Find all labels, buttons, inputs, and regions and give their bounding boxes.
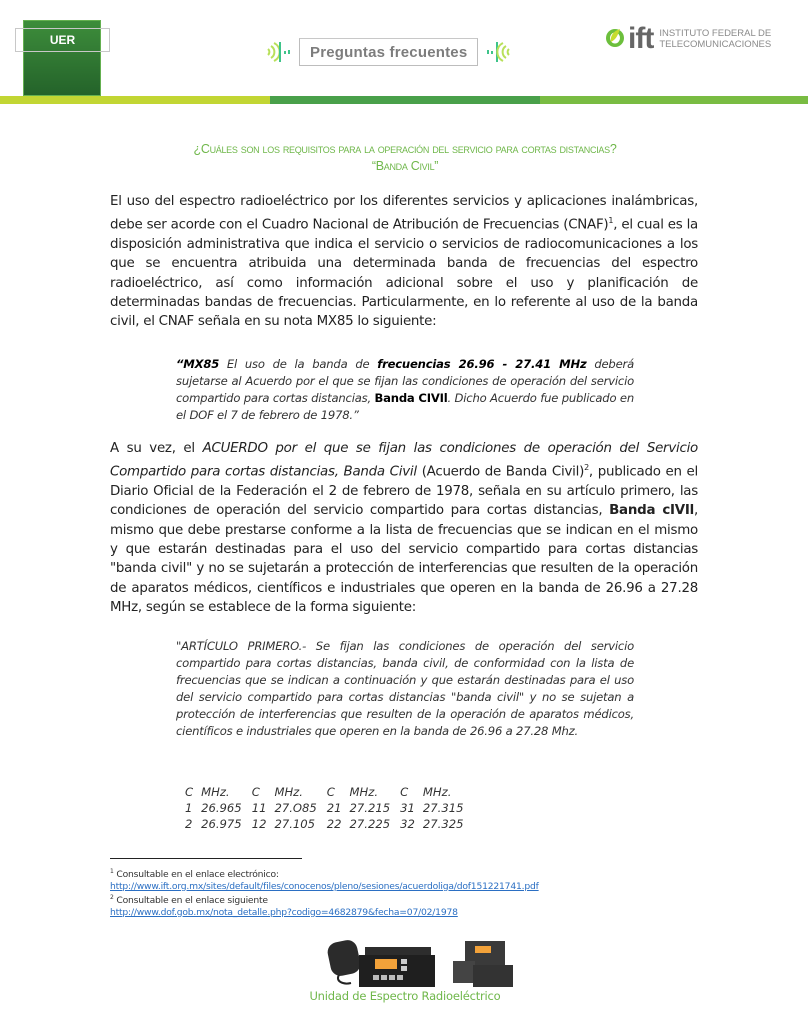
footnote-number: 2	[110, 894, 114, 902]
quote-text: deberá sujetarse al Acuerdo por el que se fijan las condiciones de operación del servicio compartido para cortas distancias,	[176, 357, 634, 405]
frequency-range: frecuencias 26.96 - 27.41 MHz	[377, 357, 587, 371]
footnote-divider	[110, 858, 302, 859]
quote-text: El uso de la banda de	[219, 357, 378, 371]
agreement-text: (Acuerdo de Banda Civil)	[416, 464, 585, 480]
frequency-cell: 26.965	[201, 801, 242, 815]
channel-cell: 12	[251, 817, 267, 831]
footnote-text: Consultable en el enlace electrónico:	[116, 869, 279, 881]
column-header: MHz.	[274, 785, 303, 799]
article-primero-quote: "ARTÍCULO PRIMERO.- Se fijan las condiciones de operación del servicio compartido para cortas distancias, banda civil, de conformidad con la lista de frecuencias que se indican a continuación y que estarán destinadas para el uso del servicio compartido para cortas distancias "banda civil" y no se sujetan a protección de interferencias que resulten de la operación de aparatos médicos, científicos e industriales que operen en la banda de 26.96 a 27.28 Mhz.	[176, 639, 634, 738]
agreement-text: , publicado en el Diario Oficial de la Federación el 2 de febrero de 1978, señala en su artículo primero, las condiciones de operación del servicio compartido para cortas distancias,	[110, 464, 698, 519]
table-row	[185, 800, 473, 816]
agreement-text: , mismo que debe prestarse conforme a la lista de frecuencias que se indican en el mismo y que estarán destinadas para el uso del servicio compartido para cortas distancias "banda civil" y no se sujetarán a protección de interferencias que resulten de la operación de aparatos médicos, científicos e industriales que operen en la banda de 26.96 a 27.28 MHz, según se establece de la forma siguiente:	[110, 503, 698, 615]
radio-equipment-image	[325, 937, 515, 989]
channel-cell: 2	[185, 817, 193, 831]
frequency-cell: 27.325	[422, 817, 464, 831]
intro-text-cont: , el cual es la disposición administrativa que indica el servicio o servicios de radiocomunicaciones a los que se encuentra atribuida una determinada banda de frecuencias del espectro radioeléctrico, así como información adicional sobre el uso y planificación de determinadas bandas de frecuencias. Particularmente, en lo referente al uso de la banda civil, el CNAF señala en su nota MX85 lo siguiente:	[110, 217, 698, 330]
header-stripe-middle	[270, 96, 540, 104]
channel-cell: 11	[251, 801, 267, 815]
channel-cell: 22	[326, 817, 342, 831]
column-header: MHz.	[349, 785, 379, 799]
mx85-note-id: “MX85	[176, 357, 220, 371]
footnote-2	[110, 892, 539, 907]
page-title-line2: “Banda Civil”	[371, 159, 439, 173]
faq-title-box	[299, 38, 478, 66]
faq-title: Preguntas frecuentes	[310, 43, 468, 61]
page-title	[100, 141, 710, 175]
footnote-1-link[interactable]: http://www.ift.org.mx/sites/default/files/conocenos/pleno/sesiones/acuerdoliga/dof151221741.pdf	[110, 880, 539, 892]
base-station-radio-icon	[453, 941, 513, 987]
column-header: MHz.	[201, 785, 230, 799]
agreement-paragraph	[110, 439, 698, 617]
unit-tab-label: UER	[49, 33, 76, 47]
frequency-cell: 26.975	[201, 817, 242, 831]
table-row	[185, 816, 473, 832]
footnote-1	[110, 866, 539, 881]
frequency-cell: 27.O85	[274, 801, 317, 815]
signal-wave-left-icon	[265, 40, 293, 64]
quote-text: . Dicho Acuerdo fue publicado en el DOF el 7 de febrero de 1978.”	[176, 391, 634, 422]
footnote-ref-1[interactable]: 1	[608, 216, 614, 226]
intro-text: El uso del espectro radioeléctrico por los diferentes servicios y aplicaciones inalámbricas, debe ser acorde con el Cuadro Nacional de Atribución de Frecuencias (CNAF)	[110, 194, 698, 233]
unit-name: Unidad de Espectro Radioeléctrico	[309, 989, 501, 1003]
institute-name	[659, 28, 771, 50]
header-stripe-right	[540, 96, 808, 104]
column-header: C	[251, 785, 260, 799]
institute-name-line2: TELECOMUNICACIONES	[659, 39, 772, 50]
frequency-cell: 27.225	[349, 817, 391, 831]
frequency-cell: 27.215	[349, 801, 391, 815]
faq-banner	[265, 35, 512, 69]
frequency-table	[185, 784, 473, 832]
microphone-icon	[326, 938, 362, 983]
column-header: C	[400, 785, 409, 799]
mobile-radio-icon	[359, 947, 435, 987]
agreement-text: A su vez, el	[110, 441, 203, 456]
unit-tab-label-box	[15, 28, 110, 52]
agreement-title: ACUERDO por el que se fijan las condiciones de operación del Servicio Compartido para cortas distancias, Banda Civil	[110, 441, 698, 480]
channel-cell: 21	[326, 801, 342, 815]
mx85-quote	[176, 356, 634, 424]
banda-civil-bold: Banda cIVIl	[609, 503, 694, 519]
header-stripe-left	[0, 96, 270, 104]
footnote-text: Consultable en el enlace siguiente	[116, 895, 268, 907]
footnote-ref-2[interactable]: 2	[584, 463, 589, 473]
channel-cell: 1	[185, 801, 193, 815]
channel-cell: 32	[400, 817, 415, 831]
ift-logo	[604, 24, 771, 54]
frequency-cell: 27.105	[274, 817, 316, 831]
banda-civil-bold: Banda CIVIl	[374, 391, 448, 405]
footnote-number: 1	[110, 868, 114, 875]
signal-wave-right-icon	[484, 40, 512, 64]
channel-cell: 31	[400, 801, 415, 815]
footnotes	[110, 866, 539, 918]
intro-paragraph	[110, 192, 698, 332]
ift-wordmark: ift	[628, 22, 654, 55]
page-title-line1: ¿Cuáles son los requisitos para la operación del servicio para cortas distancias?	[193, 142, 617, 156]
institute-name-line1: INSTITUTO FEDERAL DE	[659, 28, 772, 39]
footnote-2-link[interactable]: http://www.dof.gob.mx/nota_detalle.php?codigo=4682879&fecha=07/02/1978	[110, 906, 458, 918]
column-header: C	[326, 785, 335, 799]
column-header: C	[185, 785, 194, 799]
table-header-row	[185, 784, 473, 800]
column-header: MHz.	[422, 785, 452, 799]
ift-leaf-icon	[604, 25, 626, 53]
frequency-cell: 27.315	[422, 801, 464, 815]
